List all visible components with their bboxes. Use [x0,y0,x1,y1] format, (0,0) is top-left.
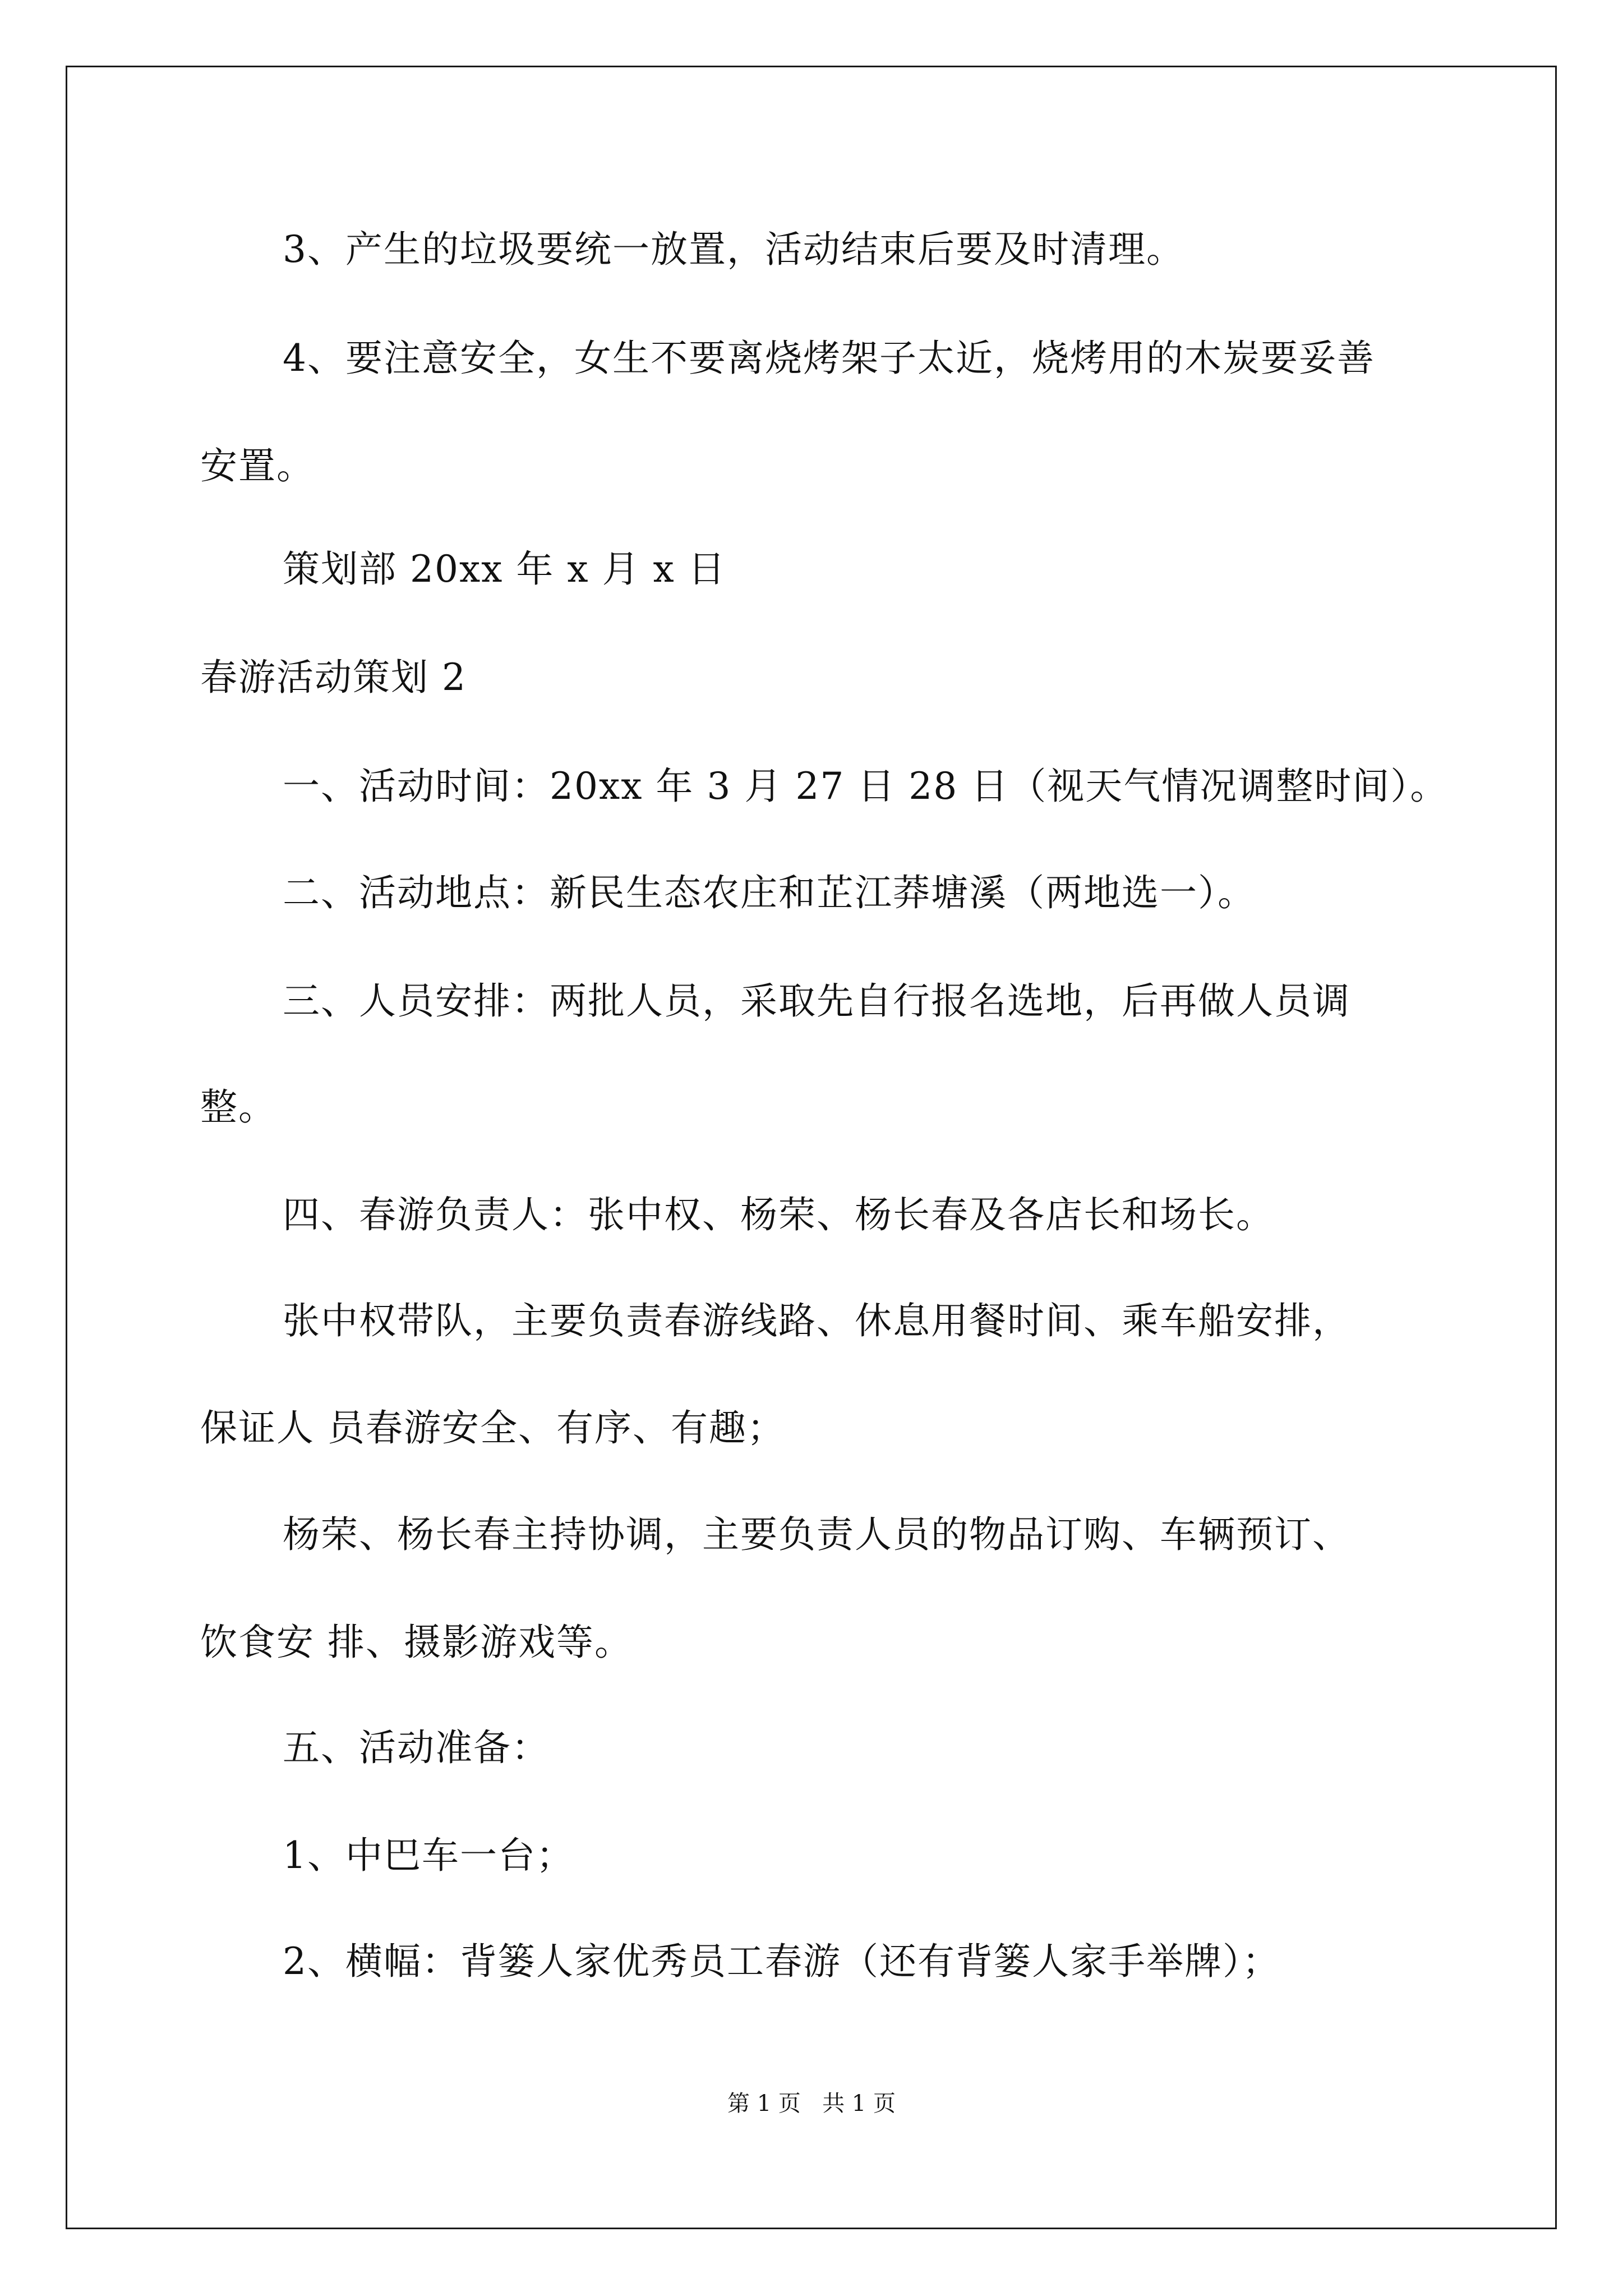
paragraph-line: 4、要注意安全，女生不要离烧烤架子太近，烧烤用的木炭要妥善 [283,337,1375,380]
paragraph-line: 张中权带队，主要负责春游线路、休息用餐时间、乘车船安排， [283,1299,1350,1342]
paragraph-line: 整。 [200,1085,276,1129]
paragraph-line: 一、活动时间：20xx 年 3 月 27 日 28 日（视天气情况调整时间）。 [283,765,1449,808]
paragraph-line: 饮食安 排、摄影游戏等。 [200,1621,633,1664]
paragraph-line: 二、活动地点：新民生态农庄和芷江莽塘溪（两地选一）。 [283,871,1256,914]
paragraph-line: 1、中巴车一台； [283,1834,574,1877]
paragraph-line: 三、人员安排：两批人员，采取先自行报名选地，后再做人员调 [283,979,1350,1023]
section-title: 春游活动策划 2 [200,656,467,699]
paragraph-line: 安置。 [200,444,315,487]
paragraph-line: 杨荣、杨长春主持协调，主要负责人员的物品订购、车辆预订、 [283,1513,1350,1556]
paragraph-line: 2、横幅：背篓人家优秀员工春游（还有背篓人家手举牌）； [283,1940,1280,1983]
paragraph-line: 保证人 员春游安全、有序、有趣； [200,1406,785,1450]
page-border [66,66,1557,2229]
page-number-footer: 第 1 页 共 1 页 [727,2091,896,2116]
signature-line: 策划部 20xx 年 x 月 x 日 [283,547,726,591]
paragraph-line: 五、活动准备： [283,1726,550,1769]
paragraph-line: 3、产生的垃圾要统一放置，活动结束后要及时清理。 [283,228,1184,271]
paragraph-line: 四、春游负责人：张中权、杨荣、杨长春及各店长和场长。 [283,1193,1274,1236]
